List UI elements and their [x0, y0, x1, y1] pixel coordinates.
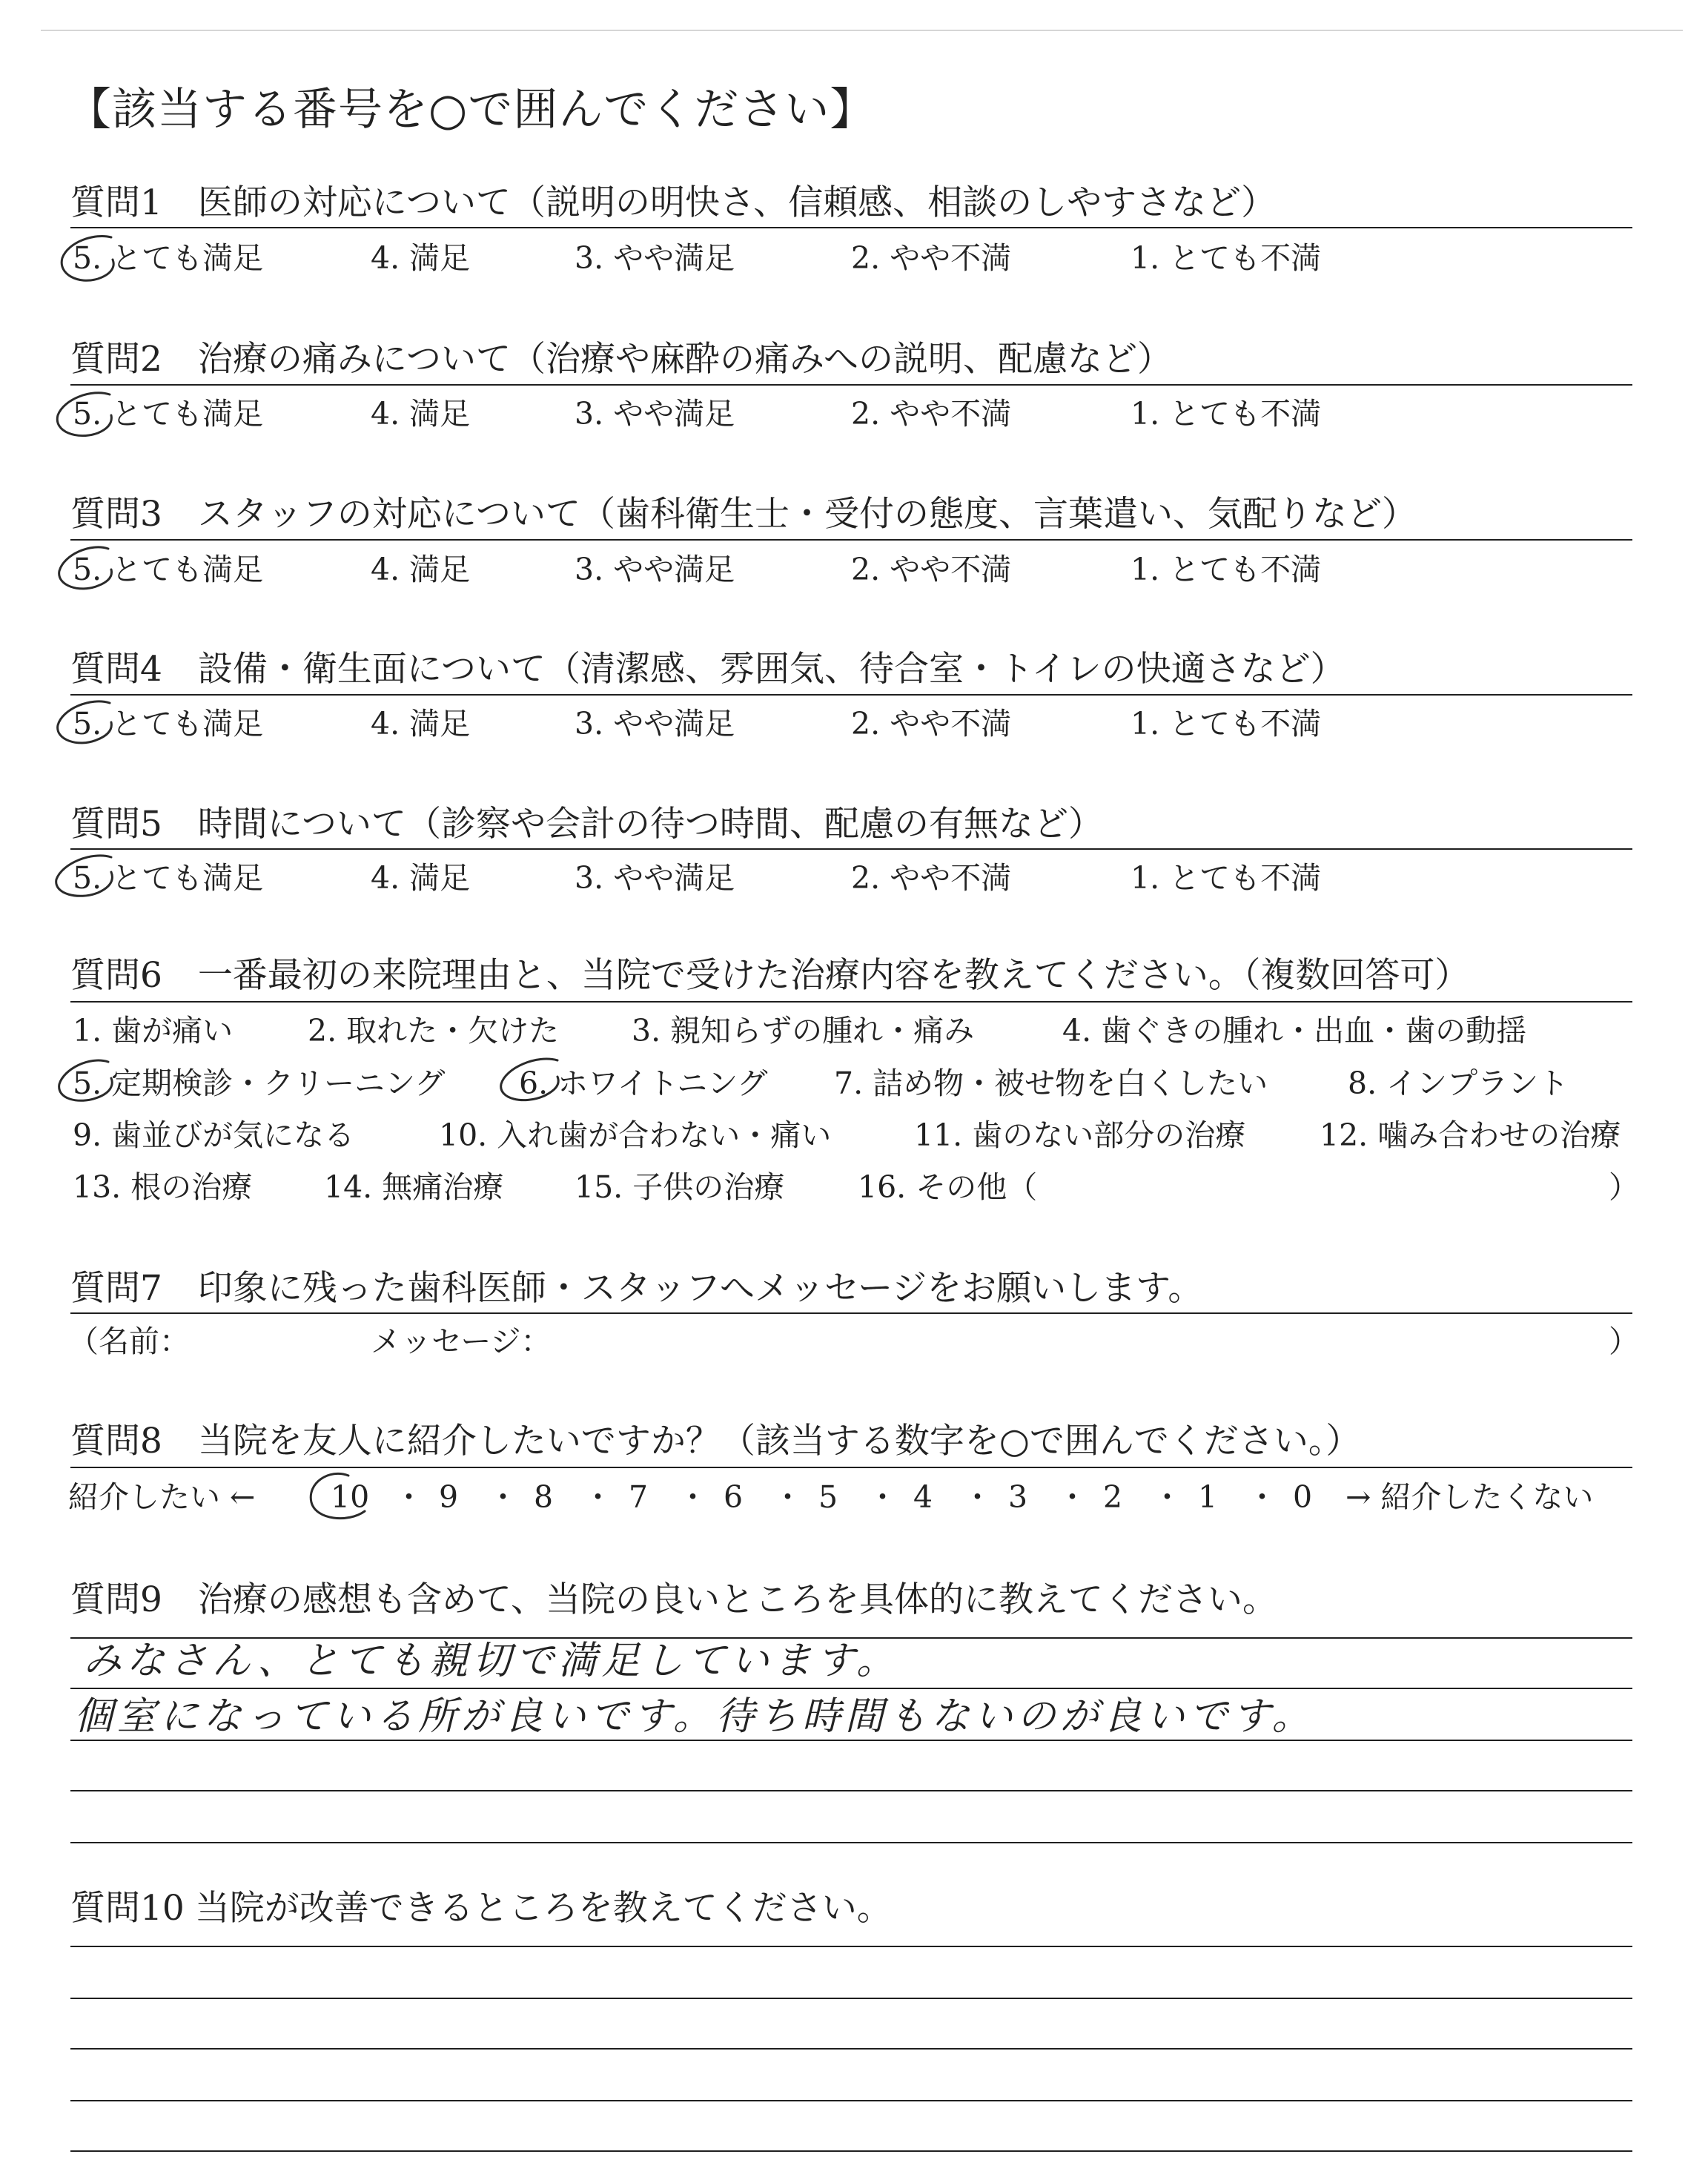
answer-line — [70, 1740, 1632, 1741]
top-divider — [41, 30, 1683, 31]
question-4-label: 質問4 — [70, 649, 162, 690]
question-5-label: 質問5 — [70, 804, 162, 845]
q2-option-1[interactable]: 1. とても不満 — [1131, 396, 1322, 432]
question-6-rule — [70, 1001, 1632, 1003]
q6-option-4[interactable]: 4. 歯ぐきの腫れ・出血・歯の動揺 — [1062, 1013, 1527, 1048]
scale-value-4[interactable]: 4 — [913, 1479, 933, 1515]
q4-option-4[interactable]: 4. 満足 — [371, 706, 471, 742]
scale-dot: ・ — [678, 1479, 708, 1515]
q3-option-4[interactable]: 4. 満足 — [371, 552, 471, 587]
scale-value-9[interactable]: 9 — [439, 1479, 459, 1515]
q6-option-8[interactable]: 8. インプラント — [1348, 1066, 1569, 1101]
question-6-title — [70, 954, 1469, 998]
question-1-rule — [70, 227, 1632, 228]
q4-option-2[interactable]: 2. やや不満 — [851, 706, 1012, 742]
question-10-text: 当院が改善できるところを教えてください。 — [194, 1888, 892, 1929]
scale-value-7[interactable]: 7 — [629, 1479, 649, 1515]
question-4-rule — [70, 694, 1632, 696]
answer-line — [70, 1946, 1632, 1947]
q7-close-paren: ） — [1609, 1324, 1639, 1359]
scale-dot: ・ — [867, 1479, 898, 1515]
scale-value-2[interactable]: 2 — [1103, 1479, 1123, 1515]
scale-value-8[interactable]: 8 — [534, 1479, 554, 1515]
scale-value-10[interactable]: 10 — [331, 1479, 370, 1515]
name-field-label[interactable]: （名前： — [68, 1324, 190, 1359]
question-8-label: 質問8 — [70, 1421, 162, 1462]
answer-line — [70, 1998, 1632, 1999]
q6-option-3[interactable]: 3. 親知らずの腫れ・痛み — [632, 1013, 975, 1048]
q6-other-close-paren: ） — [1609, 1169, 1639, 1205]
q4-option-3[interactable]: 3. やや満足 — [575, 706, 735, 742]
scale-dot: ・ — [583, 1479, 613, 1515]
question-5-title — [70, 802, 1103, 847]
question-5-rule — [70, 848, 1632, 850]
scale-dot: ・ — [394, 1479, 424, 1515]
question-3-label: 質問3 — [70, 494, 162, 535]
question-2-text: 治療の痛みについて（治療や麻酔の痛みへの説明、配慮など） — [197, 339, 1173, 380]
question-1-text: 医師の対応について（説明の明快さ、信頼感、相談のしやすさなど） — [197, 182, 1277, 223]
answer-line — [70, 1688, 1632, 1689]
question-1-label: 質問1 — [70, 182, 162, 223]
question-8-title — [70, 1419, 1360, 1464]
q2-option-3[interactable]: 3. やや満足 — [575, 396, 735, 432]
question-7-title — [70, 1266, 1202, 1311]
page-heading: 【該当する番号を○で囲んでください】 — [67, 84, 875, 136]
scale-dot: ・ — [962, 1479, 993, 1515]
scale-value-6[interactable]: 6 — [724, 1479, 744, 1515]
q2-option-4[interactable]: 4. 満足 — [371, 396, 471, 432]
q6-option-2[interactable]: 2. 取れた・欠けた — [308, 1013, 560, 1048]
question-5-text: 時間について（診察や会計の待つ時間、配慮の有無など） — [197, 804, 1103, 845]
q5-option-4[interactable]: 4. 満足 — [371, 860, 471, 896]
question-7-text: 印象に残った歯科医師・スタッフへメッセージをお願いします。 — [197, 1268, 1203, 1309]
q5-option-2[interactable]: 2. やや不満 — [851, 860, 1012, 896]
question-6-text: 一番最初の来院理由と、当院で受けた治療内容を教えてください。（複数回答可） — [197, 955, 1470, 996]
question-10-label: 質問10 — [70, 1888, 185, 1929]
q6-option-14[interactable]: 14. 無痛治療 — [324, 1169, 504, 1205]
q6-option-7[interactable]: 7. 詰め物・被せ物を白くしたい — [834, 1066, 1268, 1101]
question-2-rule — [70, 384, 1632, 386]
q6-option-9[interactable]: 9. 歯並びが気になる — [73, 1117, 355, 1153]
question-2-title — [70, 337, 1172, 382]
scale-dot: ・ — [1057, 1479, 1088, 1515]
answer-line — [70, 2100, 1632, 2101]
question-7-label: 質問7 — [70, 1268, 162, 1309]
scale-dot: ・ — [1152, 1479, 1182, 1515]
q1-option-5[interactable]: 5. とても満足 — [73, 240, 264, 276]
scale-dot: ・ — [488, 1479, 518, 1515]
scale-value-1[interactable]: 1 — [1198, 1479, 1218, 1515]
q1-option-2[interactable]: 2. やや不満 — [851, 240, 1012, 276]
question-2-label: 質問2 — [70, 339, 162, 380]
answer-line — [70, 2048, 1632, 2050]
q6-option-13[interactable]: 13. 根の治療 — [73, 1169, 253, 1205]
question-3-rule — [70, 539, 1632, 541]
question-3-title — [70, 492, 1417, 537]
message-field-label[interactable]: メッセージ： — [371, 1324, 552, 1359]
q6-option-11[interactable]: 11. 歯のない部分の治療 — [914, 1117, 1246, 1153]
q2-option-5[interactable]: 5. とても満足 — [73, 396, 264, 432]
answer-line — [70, 1790, 1632, 1791]
handwritten-answer-line-1: みなさん、とても親切で満足しています。 — [83, 1639, 899, 1683]
q6-option-6[interactable]: 6. ホワイトニング — [519, 1066, 768, 1101]
question-1-title — [70, 181, 1276, 225]
q6-option-5[interactable]: 5. 定期検診・クリーニング — [73, 1066, 446, 1101]
answer-line — [70, 1842, 1632, 1843]
question-8-rule — [70, 1467, 1632, 1468]
q4-option-1[interactable]: 1. とても不満 — [1131, 706, 1322, 742]
question-7-rule — [70, 1312, 1632, 1314]
question-9-title — [70, 1578, 1277, 1622]
q6-option-10[interactable]: 10. 入れ歯が合わない・痛い — [439, 1117, 832, 1153]
q3-option-5[interactable]: 5. とても満足 — [73, 552, 264, 587]
question-4-title — [70, 647, 1345, 692]
answer-line — [70, 2150, 1632, 2152]
recommend-right-label: → 紹介したくない — [1345, 1479, 1594, 1515]
q3-option-3[interactable]: 3. やや満足 — [575, 552, 735, 587]
q2-option-2[interactable]: 2. やや不満 — [851, 396, 1012, 432]
scale-dot: ・ — [1247, 1479, 1277, 1515]
question-9-label: 質問9 — [70, 1579, 162, 1620]
scale-value-3[interactable]: 3 — [1008, 1479, 1028, 1515]
q6-option-16[interactable]: 16. その他（ — [858, 1169, 1038, 1205]
q5-option-3[interactable]: 3. やや満足 — [575, 860, 735, 896]
q3-option-2[interactable]: 2. やや不満 — [851, 552, 1012, 587]
question-6-label: 質問6 — [70, 955, 162, 996]
scale-value-5[interactable]: 5 — [818, 1479, 838, 1515]
q1-option-3[interactable]: 3. やや満足 — [575, 240, 735, 276]
handwritten-answer-line-2: 個室になっている所が良いです。待ち時間もないのが良いです。 — [74, 1694, 1315, 1739]
question-3-text: スタッフの対応について（歯科衛生士・受付の態度、言葉遣い、気配りなど） — [197, 494, 1417, 535]
question-10-title — [70, 1886, 892, 1931]
recommend-left-label: 紹介したい ← — [68, 1479, 256, 1515]
q6-option-15[interactable]: 15. 子供の治療 — [575, 1169, 785, 1205]
question-8-text: 当院を友人に紹介したいですか？（該当する数字を○で囲んでください。） — [197, 1421, 1361, 1462]
q6-option-1[interactable]: 1. 歯が痛い — [73, 1013, 234, 1048]
q1-option-1[interactable]: 1. とても不満 — [1131, 240, 1322, 276]
q3-option-1[interactable]: 1. とても不満 — [1131, 552, 1322, 587]
q1-option-4[interactable]: 4. 満足 — [371, 240, 471, 276]
question-9-text: 治療の感想も含めて、当院の良いところを具体的に教えてください。 — [197, 1579, 1277, 1620]
scale-dot: ・ — [772, 1479, 803, 1515]
question-4-text: 設備・衛生面について（清潔感、雰囲気、待合室・トイレの快適さなど） — [197, 649, 1345, 690]
q6-option-12[interactable]: 12. 噛み合わせの治療 — [1320, 1117, 1621, 1153]
q5-option-5[interactable]: 5. とても満足 — [73, 860, 264, 896]
scale-value-0[interactable]: 0 — [1293, 1479, 1313, 1515]
q4-option-5[interactable]: 5. とても満足 — [73, 706, 264, 742]
q5-option-1[interactable]: 1. とても不満 — [1131, 860, 1322, 896]
